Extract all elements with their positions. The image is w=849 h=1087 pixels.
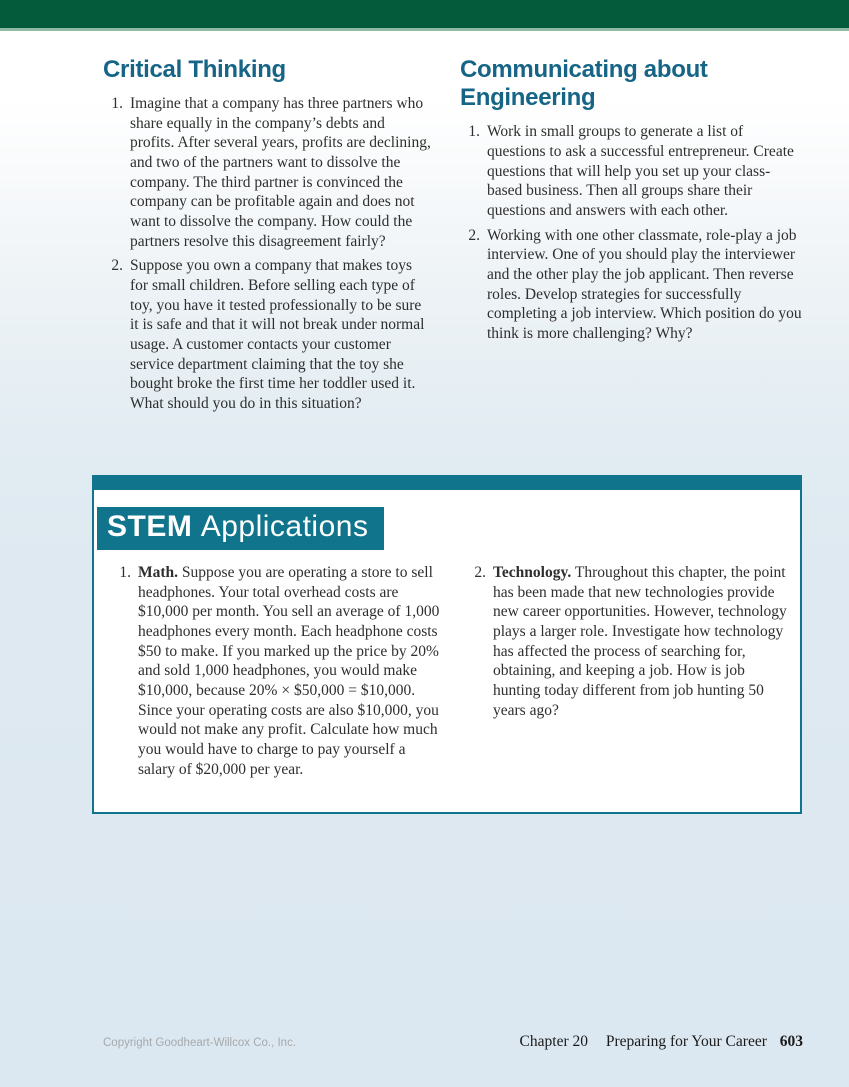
list-item [103,256,433,413]
stem-section-top-bar [92,475,802,490]
page-top-banner [0,0,849,31]
stem-section-box [92,490,802,814]
list-item-text [493,563,796,720]
list-item-lead: Technology. [493,564,572,581]
list-item [466,563,796,720]
footer-chapter-title: Preparing for Your Career [605,1033,767,1050]
stem-math-column [111,563,446,784]
stem-content-columns [94,563,800,784]
critical-thinking-section [103,56,433,419]
list-item [103,94,433,251]
communicating-title: Communicating about Engineering [460,56,708,112]
stem-title-regular: Applications [200,510,369,543]
stem-title-bold: STEM [107,510,193,543]
list-item-text: Suppose you own a company that makes toys for small children. Before selling each type of toy, you have it tested professionally to be sure it is safe and that it will not break under normal usage. A customer contacts your customer service department claiming that the toy she bought broke the first time her toddler used it. What should you do in this situation? [130,257,425,413]
stem-applications-section [92,475,802,814]
list-item-number: 2. [111,257,123,275]
list-item-number: 1. [111,95,123,113]
page-footer [103,1033,803,1051]
list-item-number: 1. [468,123,480,141]
list-item-text: Working with one other classmate, role-play a job interview. One of you should play the interviewer and the other play the job applicant. Then reverse roles. Develop strategies for successfully completing a job interview. Which position do you think is more challenging? Why? [487,226,802,342]
stem-applications-title [97,507,384,550]
list-item [460,122,803,220]
list-item-lead: Math. [138,564,179,581]
footer-page-number: 603 [779,1033,803,1050]
list-item-number: 2. [474,564,486,581]
list-item-text: Imagine that a company has three partners who share equally in the company’s debts and profits. After several years, profits are declining, and two of the partners want to dissolve the company. The third partner is convinced the company can be profitable again and does not want to dissolve the company. How could the partners resolve this disagreement fairly? [130,95,431,250]
list-item-text [138,563,446,779]
list-item-body: Throughout this chapter, the point has been made that new technologies provide new career opportunities. However, technology plays a larger role. Investigate how technology has affected the process of searching for, obtaining, and keeping a job. How is job hunting today different from job hunting 50 years ago? [493,564,787,719]
footer-chapter-info [520,1033,803,1051]
list-item-body: Suppose you are operating a store to sell headphones. Your total overhead costs are $10,000 per month. You sell an average of 1,000 headphones every month. Each headphone costs $50 to make. If you marked up the price by 20% and sold 1,000 headphones, you would make $10,000, because 20% × $50,000 = $10,000. Since your operating costs are also $10,000, you would not make any profit. Calculate how much you would have to charge to pay yourself a salary of $20,000 per year. [138,564,440,778]
footer-chapter-label: Chapter 20 [519,1033,588,1050]
list-item [111,563,446,779]
list-item [460,226,803,344]
critical-thinking-title: Critical Thinking [103,56,286,83]
main-content-columns [103,56,803,419]
list-item-number: 1. [119,564,131,581]
list-item-number: 2. [468,226,480,244]
stem-technology-column [466,563,796,784]
footer-copyright: Copyright Goodheart-Willcox Co., Inc. [103,1037,297,1049]
list-item-text: Work in small groups to generate a list of questions to ask a successful entrepreneur. Create questions that will help you set up your class-based business. Then all groups share their questions and answers with each other. [487,123,794,219]
communicating-section [460,56,803,419]
